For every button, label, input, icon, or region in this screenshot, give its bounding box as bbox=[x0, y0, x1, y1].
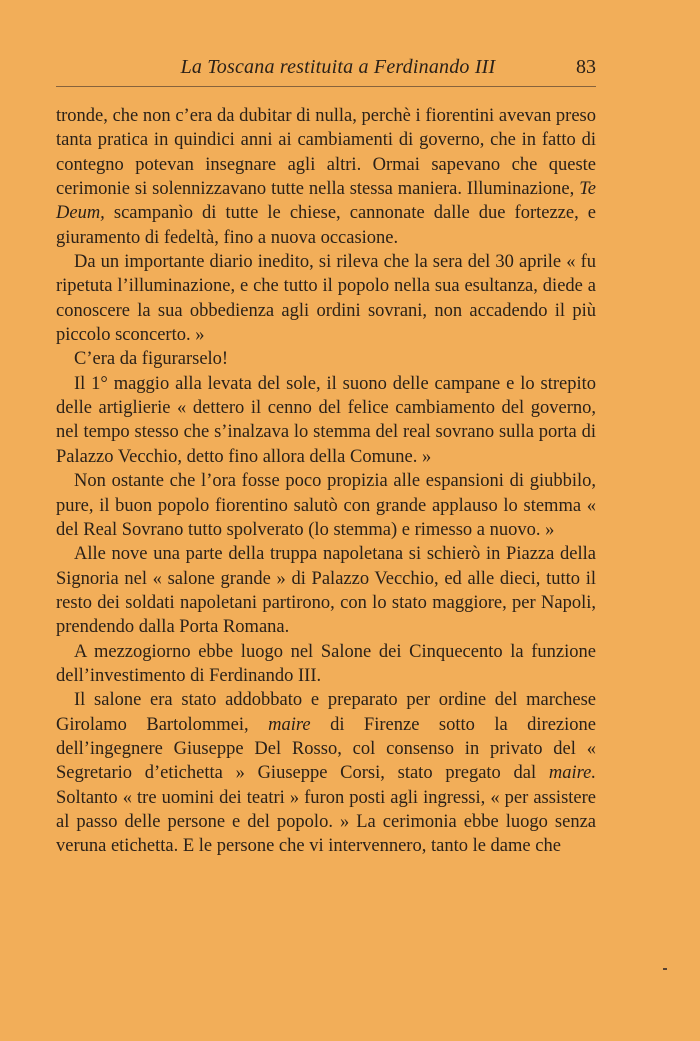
paragraph bbox=[56, 250, 596, 347]
paragraph bbox=[56, 640, 596, 689]
running-title: La Toscana restituita a Ferdinando III bbox=[180, 56, 496, 78]
paragraph bbox=[56, 688, 596, 858]
paragraph-text: C’era da figurarselo! bbox=[74, 349, 229, 370]
page-number: 83 bbox=[576, 56, 596, 78]
paragraph-text: Non ostante che l’ora fosse poco propizia alle espansioni di giubbilo, pure, il buon popolo fiorentino salutò con grande applauso lo stemma « del Real Sovrano tutto spolverato (lo stemma) e rimesso a nuovo. » bbox=[56, 471, 596, 540]
paragraph-text: Da un importante diario inedito, si rileva che la sera del 30 aprile « fu ripetuta l’illuminazione, e che tutto il popolo nella sua esultanza, diede a conoscere la sua obbedienza agli ordini sovrani, non accadendo il più piccolo sconcerto. » bbox=[56, 252, 596, 346]
italic-text: maire bbox=[268, 714, 311, 735]
paragraph bbox=[56, 372, 596, 469]
paragraph-text: di Firenze sotto la direzione dell’ingegnere Giuseppe Del Rosso, col consenso in privato del « Segretario d’etichetta » Giuseppe Corsi, stato pregato dal bbox=[56, 714, 596, 784]
header-rule bbox=[56, 86, 596, 87]
paragraph-text: tronde, che non c’era da dubitar di nulla, perchè i fiorentini avevan preso tanta pratica in quindici anni ai cambiamenti di governo, che in fatto di contegno potevan insegnare agli altri. Ormai sapevano che queste cerimonie si solennizzavano tutte nella stessa maniera. Illuminazione, bbox=[56, 106, 596, 200]
paragraph-text: Soltanto « tre uomini dei teatri » furon posti agli ingressi, « per assistere al passo delle persone e del popolo. » La cerimonia ebbe luogo senza veruna etichetta. E le persone che vi intervennero, tanto le dame che bbox=[56, 787, 596, 857]
paragraph-text: scampanìo di tutte le chiese, cannonate dalle due fortezze, e giuramento di fedeltà, fino a nuova occasione. bbox=[56, 203, 596, 248]
paragraph-text: Il salone era stato addobbato e preparato per ordine del marchese Girolamo Bartolommei, bbox=[56, 690, 596, 735]
paragraph bbox=[56, 104, 596, 250]
paragraph-text: A mezzogiorno ebbe luogo nel Salone dei Cinquecento la funzione dell’investimento di Ferdinando III. bbox=[56, 641, 596, 686]
margin-mark bbox=[663, 968, 667, 970]
paragraph-text: Il 1° maggio alla levata del sole, il suono delle campane e lo strepito delle artiglierie « dettero il cenno del felice cambiamento del governo, nel tempo stesso che s’inalzava lo stemma del real sovrano sulla porta di Palazzo Vecchio, detto fino allora della Comune. » bbox=[56, 373, 596, 467]
body-text bbox=[56, 104, 596, 859]
paragraph bbox=[56, 347, 596, 371]
paragraph bbox=[56, 469, 596, 542]
italic-text: Te Deum, bbox=[56, 179, 596, 224]
paragraph bbox=[56, 542, 596, 639]
paragraph-text: Alle nove una parte della truppa napoletana si schierò in Piazza della Signoria nel « salone grande » di Palazzo Vecchio, ed alle dieci, tutto il resto dei soldati napoletani partirono, con lo stato maggiore, per Napoli, prendendo dalla Porta Romana. bbox=[56, 544, 596, 638]
page-header bbox=[56, 56, 596, 84]
italic-text: maire. bbox=[548, 763, 596, 784]
